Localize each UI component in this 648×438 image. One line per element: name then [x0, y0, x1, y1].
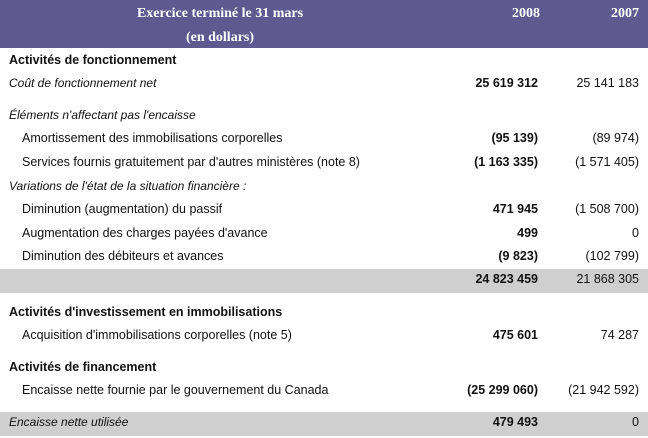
section-capital-investment-activities	[0, 302, 648, 324]
row-services-free-of-charge	[0, 152, 648, 174]
row-value-2008: 471 945	[492, 202, 538, 216]
row-label: Encaisse nette utilisée	[9, 415, 129, 429]
row-value-2007: 74 287	[600, 328, 639, 342]
row-liabilities-change	[0, 199, 648, 221]
row-acquisition-tangible-assets	[0, 325, 648, 347]
row-label: Coût de fonctionnement net	[9, 76, 157, 90]
row-label: Activités de fonctionnement	[9, 53, 177, 67]
row-receivables-advances	[0, 246, 648, 268]
row-value-2007: (89 974)	[592, 131, 639, 145]
row-operating-subtotal	[0, 269, 648, 293]
header-title: Exercice terminé le 31 mars	[136, 6, 304, 21]
table-header	[0, 0, 648, 48]
subsection-financial-position-changes	[0, 176, 648, 198]
row-value-2008: (25 299 060)	[467, 383, 538, 397]
row-value-2008: (9 823)	[498, 249, 538, 263]
row-label: Augmentation des charges payées d'avance	[22, 226, 268, 240]
row-net-cash-used	[0, 412, 648, 436]
row-net-cash-provided-by-government	[0, 380, 648, 402]
row-value-2007: 25 141 183	[576, 76, 639, 90]
row-value-2007: (1 571 405)	[575, 155, 639, 169]
row-label: Activités d'investissement en immobilisations	[9, 305, 283, 319]
row-net-cost-of-operations	[0, 73, 648, 95]
row-amortization	[0, 128, 648, 150]
header-year-2007: 2007	[611, 6, 639, 21]
row-value-2008: 24 823 459	[475, 272, 538, 286]
row-value-2008: 499	[517, 226, 538, 240]
row-label: Activités de financement	[9, 360, 157, 374]
row-value-2008: 475 601	[492, 328, 538, 342]
row-prepaid-expenses	[0, 223, 648, 245]
row-label: Acquisition d'immobilisations corporelles (note 5)	[22, 328, 292, 342]
row-value-2007: 21 868 305	[576, 272, 639, 286]
row-value-2008: (95 139)	[491, 131, 538, 145]
row-label: Diminution (augmentation) du passif	[22, 202, 223, 216]
header-subtitle: (en dollars)	[185, 30, 255, 45]
row-value-2008: 25 619 312	[475, 76, 538, 90]
row-label: Éléments n'affectant pas l'encaisse	[9, 108, 196, 122]
row-value-2007: 0	[632, 226, 639, 240]
section-financing-activities	[0, 357, 648, 379]
row-value-2007: (102 799)	[585, 249, 639, 263]
subsection-non-cash-items	[0, 105, 648, 127]
row-label: Variations de l'état de la situation financière :	[9, 179, 247, 193]
row-label: Diminution des débiteurs et avances	[22, 249, 224, 263]
row-value-2008: (1 163 335)	[474, 155, 538, 169]
row-label: Encaisse nette fournie par le gouvernement du Canada	[22, 383, 329, 397]
section-operating-activities	[0, 50, 648, 72]
header-year-2008: 2008	[512, 6, 540, 21]
row-value-2008: 479 493	[492, 415, 538, 429]
row-value-2007: (1 508 700)	[575, 202, 639, 216]
row-label: Services fournis gratuitement par d'autres ministères (note 8)	[22, 155, 360, 169]
row-value-2007: 0	[632, 415, 639, 429]
row-value-2007: (21 942 592)	[568, 383, 639, 397]
row-label: Amortissement des immobilisations corporelles	[22, 131, 283, 145]
